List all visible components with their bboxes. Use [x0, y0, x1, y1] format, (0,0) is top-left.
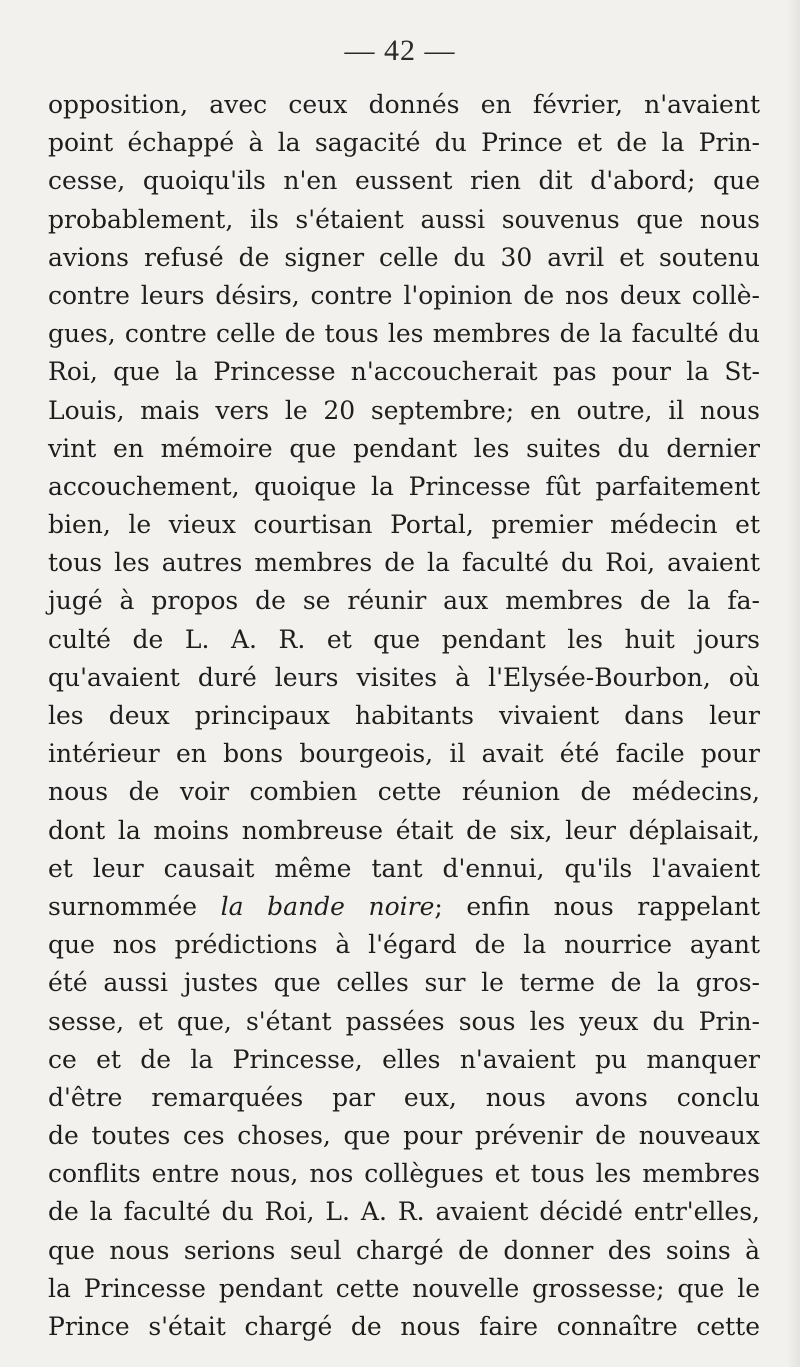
text-segment: ; enfin nous rappelant: [434, 891, 761, 921]
text-line: point échappé à la sagacité du Prince et de la Prin-: [48, 128, 760, 158]
text-line: que nos prédictions à l'égard de la nourrice ayant: [48, 930, 760, 960]
text-line: intérieur en bons bourgeois, il avait été facile pour: [48, 739, 760, 769]
text-line: de la faculté du Roi, L. A. R. avaient décidé entr'elles,: [48, 1197, 760, 1227]
text-line: conflits entre nous, nos collègues et tous les membres: [48, 1159, 760, 1189]
text-line: d'être remarquées par eux, nous avons conclu: [48, 1082, 760, 1112]
text-line: de toutes ces choses, que pour prévenir de nouveaux: [48, 1121, 760, 1151]
text-line: que nous serions seul chargé de donner des soins à: [48, 1235, 760, 1265]
text-line: et leur causait même tant d'ennui, qu'ils l'avaient: [48, 853, 760, 883]
text-line: opposition, avec ceux donnés en février, n'avaient: [48, 90, 760, 119]
text-line: tous les autres membres de la faculté du Roi, avaient: [48, 548, 760, 578]
text-line: vint en mémoire que pendant les suites du dernier: [48, 433, 760, 463]
text-line: probablement, ils s'étaient aussi souvenus que nous: [48, 204, 760, 234]
text-line: nous de voir combien cette réunion de médecins,: [48, 777, 760, 807]
text-line: Roi, que la Princesse n'accoucherait pas pour la St-: [48, 357, 760, 387]
italic-phrase: la bande noire: [220, 891, 435, 921]
text-line: cesse, quoiqu'ils n'en eussent rien dit d'abord; que: [48, 166, 760, 196]
text-line: dont la moins nombreuse était de six, leur déplaisait,: [48, 815, 760, 845]
text-line: qu'avaient duré leurs visites à l'Elysée-Bourbon, où: [48, 662, 760, 692]
body-text: [48, 86, 760, 1346]
text-line: Prince s'était chargé de nous faire connaître cette: [48, 1312, 760, 1341]
text-line: culté de L. A. R. et que pendant les huit jours: [48, 624, 760, 654]
text-line: les deux principaux habitants vivaient dans leur: [48, 701, 760, 730]
text-line: contre leurs désirs, contre l'opinion de nos deux collè-: [48, 280, 760, 310]
text-line: Louis, mais vers le 20 septembre; en outre, il nous: [48, 395, 760, 425]
text-line: sesse, et que, s'étant passées sous les yeux du Prin-: [48, 1006, 760, 1036]
page-edge-shadow: [786, 0, 800, 1367]
text-line: la Princesse pendant cette nouvelle grossesse; que le: [48, 1273, 760, 1303]
text-line: accouchement, quoique la Princesse fût parfaitement: [48, 471, 760, 501]
text-line-with-italic: [48, 888, 760, 926]
page-number: — 42 —: [344, 34, 456, 67]
text-line: jugé à propos de se réunir aux membres de la fa-: [48, 586, 760, 616]
text-line: avions refusé de signer celle du 30 avril et soutenu: [48, 242, 760, 272]
text-line: ce et de la Princesse, elles n'avaient pu manquer: [48, 1044, 760, 1074]
text-line: été aussi justes que celles sur le terme de la gros-: [48, 968, 760, 998]
text-line: bien, le vieux courtisan Portal, premier médecin et: [48, 510, 760, 540]
text-line: gues, contre celle de tous les membres de la faculté du: [48, 319, 760, 349]
text-segment: surnommée: [48, 891, 221, 921]
